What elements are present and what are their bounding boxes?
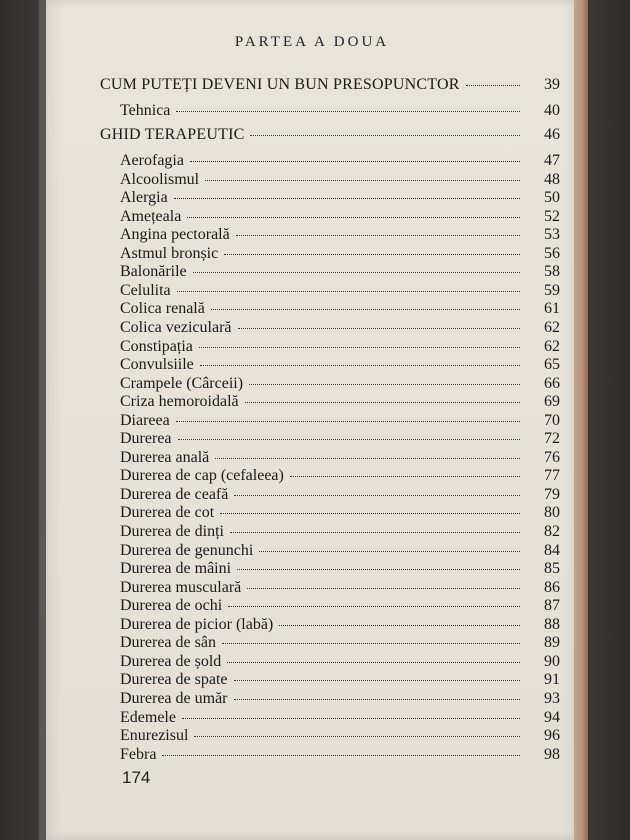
toc-entry-page-number: 56 bbox=[544, 244, 560, 262]
toc-entry-page-number: 62 bbox=[544, 318, 560, 336]
toc-entry-title: Durerea de ceafă bbox=[120, 485, 229, 503]
toc-entry-title: Durerea bbox=[120, 430, 172, 448]
toc-entry-page-number: 87 bbox=[544, 597, 560, 615]
dot-leader bbox=[466, 85, 520, 86]
dot-leader bbox=[228, 606, 520, 607]
toc-entry-title: Durerea anală bbox=[120, 448, 210, 466]
toc-entry-page-number: 50 bbox=[544, 189, 560, 207]
dot-leader bbox=[215, 458, 520, 459]
dot-leader bbox=[234, 699, 521, 700]
dot-leader bbox=[187, 217, 520, 218]
toc-entry bbox=[100, 126, 560, 148]
toc-entry-page-number: 91 bbox=[544, 671, 560, 689]
toc-entry-title: Durerea de picior (labă) bbox=[120, 615, 274, 633]
toc-entry-page-number: 72 bbox=[544, 430, 560, 448]
dot-leader bbox=[194, 736, 520, 737]
toc-entry-title: Durerea de ochi bbox=[120, 597, 223, 615]
toc-entry-title: Edemele bbox=[120, 708, 176, 726]
toc-entry-page-number: 47 bbox=[544, 152, 560, 169]
dot-leader bbox=[230, 532, 520, 533]
toc-entry-page-number: 61 bbox=[544, 300, 560, 318]
dot-leader bbox=[176, 111, 520, 112]
toc-entry-page-number: 62 bbox=[544, 337, 560, 355]
toc-entry-page-number: 52 bbox=[544, 207, 560, 225]
toc-entry-page-number: 77 bbox=[544, 467, 560, 485]
toc-entry-title: Durerea de umăr bbox=[120, 689, 228, 707]
toc-entry-title: Durerea de sân bbox=[120, 634, 216, 652]
dot-leader bbox=[237, 569, 520, 570]
toc-entry-title: Colica renală bbox=[120, 300, 205, 318]
dot-leader bbox=[259, 551, 520, 552]
toc-entry-page-number: 66 bbox=[544, 374, 560, 392]
toc-entry-title: Alergia bbox=[120, 189, 168, 207]
toc-entry-page-number: 65 bbox=[544, 356, 560, 374]
toc-entry-page-number: 84 bbox=[544, 541, 560, 559]
toc-entry-page-number: 88 bbox=[544, 615, 560, 633]
toc-entry-title: CUM PUTEȚI DEVENI UN BUN PRESOPUNCTOR bbox=[100, 76, 460, 93]
toc-entry-title: Febra bbox=[120, 745, 157, 763]
dot-leader bbox=[199, 347, 520, 348]
toc-entry-title: Astmul bronșic bbox=[120, 244, 219, 262]
dot-leader bbox=[227, 662, 520, 663]
toc-entry-title: Balonările bbox=[120, 263, 187, 281]
toc-entry-title: Durerea de șold bbox=[120, 652, 222, 670]
toc-entry-title: Durerea de cot bbox=[120, 504, 215, 522]
toc-entry-title: Enurezisul bbox=[120, 727, 189, 745]
toc-entry-title: Crampele (Cârceii) bbox=[120, 374, 244, 392]
toc-entry-page-number: 89 bbox=[544, 634, 560, 652]
dot-leader bbox=[182, 718, 520, 719]
dot-leader bbox=[279, 625, 520, 626]
toc-entry-page-number: 80 bbox=[544, 504, 560, 522]
toc-entry-page-number: 39 bbox=[544, 76, 560, 93]
toc-entry-title: Angina pectorală bbox=[120, 226, 230, 244]
dot-leader bbox=[162, 755, 520, 756]
dot-leader bbox=[190, 161, 520, 162]
toc-entry-title: Tehnica bbox=[120, 102, 171, 119]
dot-leader bbox=[174, 198, 520, 199]
toc-entry-title: Criza hemoroidală bbox=[120, 393, 239, 411]
toc-entry-page-number: 98 bbox=[544, 745, 560, 763]
dot-leader bbox=[177, 291, 520, 292]
toc-entry-page-number: 82 bbox=[544, 523, 560, 540]
toc-entry-page-number: 46 bbox=[544, 126, 560, 143]
toc-entry-title: GHID TERAPEUTIC bbox=[100, 126, 245, 143]
toc-entry-title: Durerea musculară bbox=[120, 578, 242, 596]
toc-entry-page-number: 58 bbox=[544, 263, 560, 281]
toc-entry-title: Convulsiile bbox=[120, 356, 194, 374]
dot-leader bbox=[236, 235, 520, 236]
toc-entry-page-number: 53 bbox=[544, 226, 560, 244]
page-number: 174 bbox=[122, 768, 151, 787]
dot-leader bbox=[234, 680, 521, 681]
toc-entry-page-number: 69 bbox=[544, 393, 560, 411]
dot-leader bbox=[222, 643, 520, 644]
toc-entry-title: Celulita bbox=[120, 281, 171, 299]
toc-entry-page-number: 79 bbox=[544, 485, 560, 503]
dot-leader bbox=[290, 476, 520, 477]
dot-leader bbox=[247, 588, 520, 589]
dot-leader bbox=[250, 135, 520, 136]
toc-entry-page-number: 59 bbox=[544, 281, 560, 299]
toc-entry-title: Constipația bbox=[120, 337, 193, 355]
toc-entry-title: Alcoolismul bbox=[120, 170, 200, 188]
toc-entry-page-number: 90 bbox=[544, 652, 560, 670]
toc-entry-page-number: 86 bbox=[544, 578, 560, 596]
toc-entry-title: Durerea de genunchi bbox=[120, 541, 254, 559]
dot-leader bbox=[176, 421, 520, 422]
dot-leader bbox=[234, 495, 520, 496]
toc-entry-page-number: 40 bbox=[544, 102, 560, 119]
toc-entry-page-number: 70 bbox=[544, 411, 560, 429]
toc-entry-title: Durerea de cap (cefaleea) bbox=[120, 467, 284, 485]
toc-entry-title: Durerea de dinți bbox=[120, 523, 224, 540]
dot-leader bbox=[249, 384, 520, 385]
toc-entry-title: Amețeala bbox=[120, 207, 182, 225]
dot-leader bbox=[211, 309, 520, 310]
book-page bbox=[46, 0, 578, 840]
toc-entry-title: Aerofagia bbox=[120, 152, 184, 169]
toc-entry bbox=[100, 76, 560, 98]
toc-entry bbox=[100, 746, 560, 768]
toc-entry-page-number: 48 bbox=[544, 170, 560, 188]
dot-leader bbox=[200, 365, 520, 366]
dot-leader bbox=[245, 402, 520, 403]
toc-entry-page-number: 93 bbox=[544, 689, 560, 707]
dot-leader bbox=[224, 254, 520, 255]
dot-leader bbox=[220, 513, 520, 514]
toc-entry-page-number: 85 bbox=[544, 560, 560, 578]
dot-leader bbox=[193, 272, 520, 273]
page-edge bbox=[574, 0, 588, 840]
toc-entry-page-number: 96 bbox=[544, 727, 560, 745]
toc-entry-title: Durerea de spate bbox=[120, 671, 228, 689]
toc-entry bbox=[100, 102, 560, 124]
section-heading: PARTEA A DOUA bbox=[234, 34, 390, 50]
toc-entry-title: Colica veziculară bbox=[120, 318, 232, 336]
toc-entry-page-number: 76 bbox=[544, 448, 560, 466]
toc-entry-title: Durerea de mâini bbox=[120, 560, 232, 578]
dot-leader bbox=[205, 180, 520, 181]
toc-entry-title: Diareea bbox=[120, 411, 170, 429]
dot-leader bbox=[178, 439, 520, 440]
toc-entry-page-number: 94 bbox=[544, 708, 560, 726]
dot-leader bbox=[238, 328, 521, 329]
